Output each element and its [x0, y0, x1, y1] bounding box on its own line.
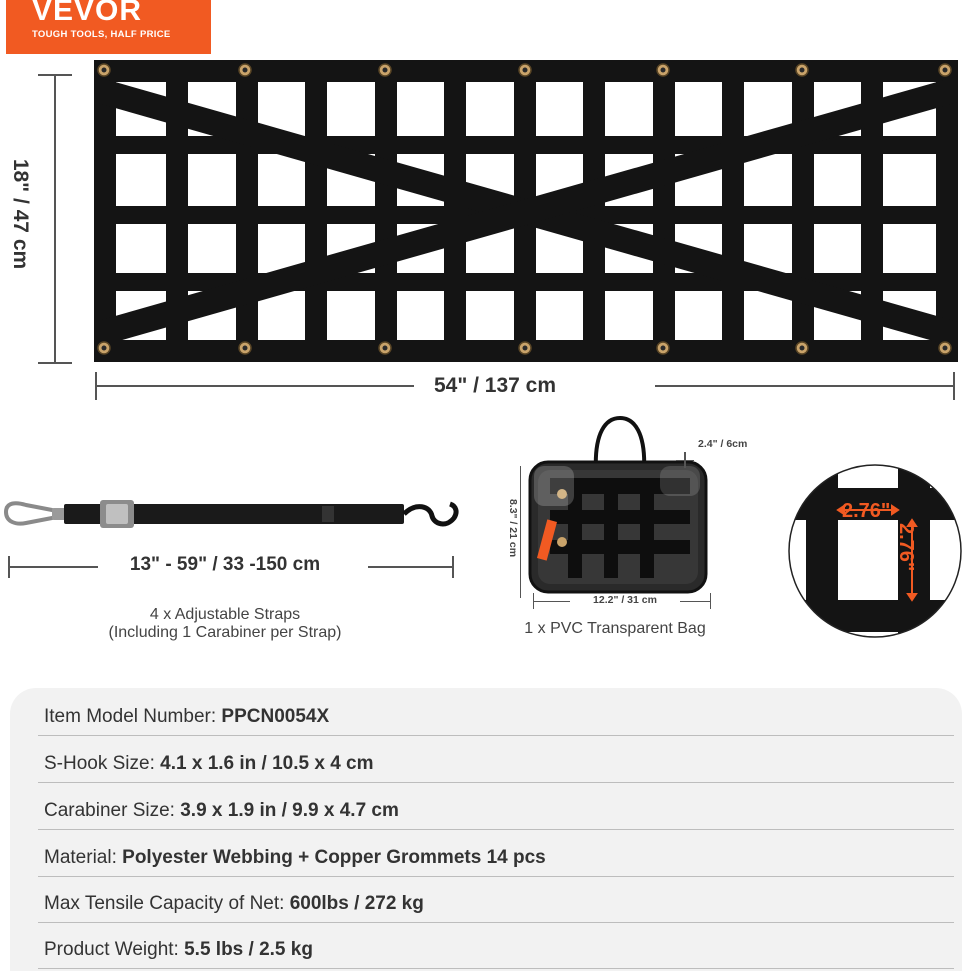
- height-dimension-tick-bottom: [38, 362, 72, 364]
- bag-width-tick-right: [710, 593, 711, 609]
- spec-value: PPCN0054X: [221, 706, 330, 727]
- spec-divider: [38, 735, 954, 736]
- spec-value: 4.1 x 1.6 in / 10.5 x 4 cm: [160, 753, 374, 774]
- spec-value: 3.9 x 1.9 in / 9.9 x 4.7 cm: [180, 800, 399, 821]
- strap-caption: [60, 606, 390, 642]
- spec-value: 600lbs / 272 kg: [289, 893, 424, 914]
- strap-dimension-line-left: [8, 566, 98, 568]
- pvc-bag-illustration: [520, 412, 720, 598]
- net-width-label: 54" / 137 cm: [433, 374, 557, 397]
- strap-dimension-tick-right: [452, 556, 454, 578]
- net-height-label: 18" / 47 cm: [9, 158, 32, 270]
- mesh-width-label: 2.76": [842, 500, 891, 522]
- bag-width-tick-left: [533, 593, 534, 609]
- spec-value: Polyester Webbing + Copper Grommets 14 pcs: [122, 847, 546, 868]
- spec-divider: [38, 876, 954, 877]
- logo-wordmark: VEVOR: [32, 0, 143, 27]
- strap-length-label: 13" - 59" / 33 -150 cm: [129, 554, 321, 575]
- strap-caption-line1: 4 x Adjustable Straps: [149, 606, 301, 623]
- mesh-closeup-illustration: [786, 462, 964, 640]
- bag-depth-tick: [676, 460, 694, 461]
- height-dimension-tick-top: [38, 74, 72, 76]
- width-dimension-tick-right: [953, 372, 955, 400]
- height-label-wrapper: [0, 140, 40, 290]
- spec-label: Carabiner Size:: [44, 800, 181, 821]
- spec-label: Product Weight:: [44, 939, 185, 960]
- spec-row-weight: [44, 927, 954, 973]
- spec-label: Material:: [44, 847, 123, 868]
- spec-row-material: [44, 835, 954, 881]
- spec-row-s-hook: [44, 741, 954, 787]
- spec-row-tensile: [44, 881, 954, 927]
- spec-divider: [38, 922, 954, 923]
- bag-width-label: 12.2" / 31 cm: [570, 594, 680, 606]
- bag-height-line: [520, 466, 521, 598]
- spec-row-model: [44, 694, 954, 740]
- specifications-card: [10, 688, 962, 971]
- spec-divider: [38, 782, 954, 783]
- width-dimension-line-right: [655, 385, 955, 387]
- adjustable-strap-illustration: [0, 488, 470, 538]
- width-dimension-line-left: [96, 385, 414, 387]
- bag-caption: 1 x PVC Transparent Bag: [524, 620, 706, 637]
- spec-label: S-Hook Size:: [44, 753, 161, 774]
- height-dimension-line: [54, 74, 56, 364]
- spec-value: 5.5 lbs / 2.5 kg: [184, 939, 313, 960]
- vevor-logo: [6, 0, 211, 54]
- spec-row-carabiner: [44, 788, 954, 834]
- bag-height-label: 8.3" / 21 cm: [507, 498, 519, 558]
- bag-depth-label: 2.4" / 6cm: [698, 438, 748, 450]
- cargo-net-illustration: [90, 56, 962, 368]
- spec-label: Max Tensile Capacity of Net:: [44, 893, 290, 914]
- strap-dimension-tick-left: [8, 556, 10, 578]
- logo-tagline: TOUGH TOOLS, HALF PRICE: [32, 29, 171, 40]
- width-dimension-tick-left: [95, 372, 97, 400]
- strap-caption-line2: (Including 1 Carabiner per Strap): [108, 624, 342, 641]
- spec-label: Item Model Number:: [44, 706, 222, 727]
- spec-divider: [38, 968, 954, 969]
- mesh-height-label: 2.76": [895, 523, 917, 572]
- strap-dimension-line-right: [368, 566, 454, 568]
- spec-divider: [38, 829, 954, 830]
